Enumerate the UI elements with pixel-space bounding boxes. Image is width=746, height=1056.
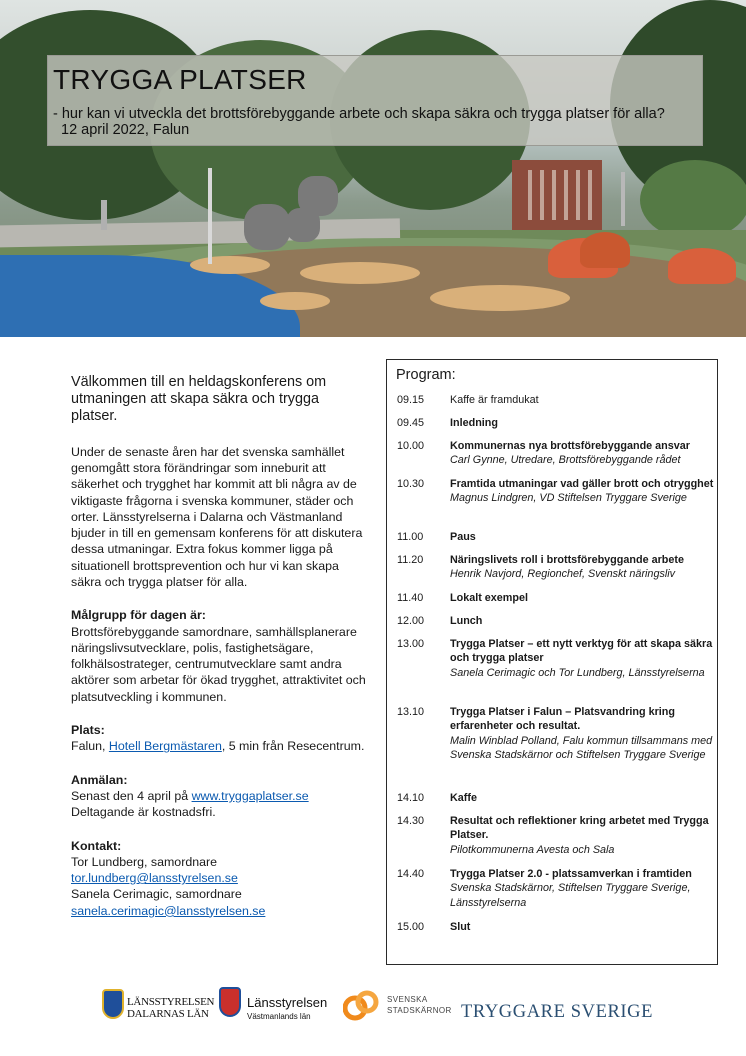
place-text [71, 738, 369, 754]
logo-lansstyrelsen-vastmanland [219, 983, 329, 1027]
signup-prefix: Senast den 4 april på [71, 788, 192, 803]
program-time: 10.00 [397, 440, 425, 452]
program-speaker: Carl Gynne, Utredare, Brottsförebyggande rådet [450, 454, 681, 467]
signup-note: Deltagande är kostnadsfri. [71, 805, 216, 820]
program-body [450, 393, 715, 407]
logo-svenska-stadskarnor [343, 988, 455, 1028]
program-title-text: Inledning [450, 417, 498, 429]
program-body [450, 920, 715, 934]
photo-spot [190, 256, 270, 274]
crest-icon [219, 987, 241, 1017]
program-time: 09.15 [397, 394, 425, 406]
program-body [450, 416, 715, 430]
event-date: 12 april 2022, Falun [61, 122, 190, 138]
program-body [450, 637, 715, 680]
place-suffix: , 5 min från Resecentrum. [221, 739, 365, 754]
photo-tree [640, 160, 746, 240]
program-time: 11.00 [397, 531, 424, 543]
logo-stadskarnor-line1: SVENSKA [387, 995, 428, 1004]
page-subtitle: - hur kan vi utveckla det brottsförebyggande arbete och skapa säkra och trygga platser för alla? [53, 106, 665, 122]
program-body [450, 867, 715, 910]
target-text: Brottsförebyggande samordnare, samhällsplanerare näringslivsutvecklare, polis, fastighetsägare, folkhälsostrateger, centrumutvecklare samt andra aktörer som arbetar för ökad trygghet, attraktivitet och platsutveckling i kommunen. [71, 624, 366, 704]
program-title-text: Kaffe är framdukat [450, 394, 539, 406]
photo-spot [260, 292, 330, 310]
photo-spot [430, 285, 570, 311]
place-heading: Plats: [71, 723, 105, 738]
place-prefix: Falun, [71, 739, 109, 754]
program-title-text: Trygga Platser – ett nytt verktyg för att skapa säkra och trygga platser [450, 638, 713, 665]
photo-pole [621, 172, 625, 226]
logo-dalarna-line2: DALARNAS LÄN [127, 1008, 209, 1020]
program-speaker: Pilotkommunerna Avesta och Sala [450, 843, 615, 856]
stadskarnor-icon [343, 988, 379, 1024]
program-body [450, 814, 715, 857]
program-title-text: Lunch [450, 615, 483, 627]
photo-slide [580, 232, 630, 268]
program-time: 15.00 [397, 921, 425, 933]
place-section [71, 722, 369, 755]
program-time: 10.30 [397, 478, 425, 490]
photo-slide [668, 248, 736, 284]
photo-pole [101, 200, 107, 230]
crest-icon [102, 989, 124, 1019]
program-time: 09.45 [397, 417, 425, 429]
program-time: 11.40 [397, 592, 424, 604]
intro-lead: Välkommen till en heldagskonferens om utmaningen att skapa säkra och trygga platser. [71, 374, 327, 425]
target-section [71, 607, 369, 705]
program-title-text: Trygga Platser i Falun – Platsvandring kring erfarenheter och resultat. [450, 706, 676, 733]
program-time: 14.40 [397, 868, 425, 880]
intro-body: Under de senaste åren har det svenska samhället genomgått stora förändringar som inneburit att säkerhet och trygghet har kommit att bli några av de viktigaste frågorna i svenska kommuner, städer och orter. Länsstyrelserna i Dalarna och Västmanland bjuder in till en gemensam konferens för att diskutera dessa utmaningar. Extra fokus kommer ligga på situationell brottsprevention och hur vi kan skapa säkra och trygga platser för alla. [71, 444, 363, 589]
left-column [71, 374, 369, 936]
signup-section [71, 772, 369, 821]
logo-dalarna-line1: LÄNSSTYRELSEN [127, 996, 215, 1008]
logo-tryggare-sverige: TRYGGARE SVERIGE [461, 1002, 654, 1022]
program-title-text: Resultat och reflektioner kring arbetet med Trygga Platser. [450, 815, 709, 842]
contact-person-2: Sanela Cerimagic, samordnare [71, 887, 242, 902]
program-body [450, 614, 715, 628]
photo-climbing-dome [286, 208, 320, 242]
program-time: 13.10 [397, 706, 425, 718]
contact-email-2[interactable]: sanela.cerimagic@lansstyrelsen.se [71, 903, 266, 918]
program-speaker: Magnus Lindgren, VD Stiftelsen Tryggare Sverige [450, 492, 687, 505]
signup-link[interactable]: www.tryggaplatser.se [191, 788, 309, 803]
program-speaker: Sanela Cerimagic och Tor Lundberg, Länsstyrelserna [450, 666, 705, 679]
logo-stadskarnor-line2: STADSKÄRNOR [387, 1006, 452, 1015]
program-speaker: Svenska Stadskärnor, Stiftelsen Tryggare Sverige, Länsstyrelserna [450, 882, 691, 909]
program-box [386, 359, 718, 965]
program-speaker: Henrik Navjord, Regionchef, Svenskt näringsliv [450, 568, 676, 581]
photo-spot [300, 262, 420, 284]
program-speaker: Malin Winblad Polland, Falu kommun tillsammans med Svenska Stadskärnor och Stiftelsen Tryggare Sverige [450, 734, 713, 762]
program-time: 13.00 [397, 638, 425, 650]
contact-heading: Kontakt: [71, 838, 122, 853]
target-heading: Målgrupp för dagen är: [71, 608, 206, 623]
program-title-text: Trygga Platser 2.0 - platssamverkan i framtiden [450, 868, 692, 880]
program-title-text: Slut [450, 921, 471, 933]
program-time: 14.10 [397, 792, 425, 804]
hero-photo [0, 0, 746, 337]
program-title-text: Kommunernas nya brottsförebyggande ansvar [450, 440, 690, 452]
program-body [450, 705, 715, 763]
logo-row [0, 980, 746, 1040]
hotel-link[interactable]: Hotell Bergmästaren [108, 739, 222, 754]
program-body [450, 439, 715, 468]
page-title: TRYGGA PLATSER [53, 64, 307, 95]
program-title-text: Paus [450, 531, 476, 543]
signup-heading: Anmälan: [71, 772, 128, 787]
contact-person-1: Tor Lundberg, samordnare [71, 854, 218, 869]
logo-lansstyrelsen-dalarna [102, 985, 232, 1027]
program-body [450, 553, 715, 582]
program-body [450, 530, 715, 544]
photo-climbing-dome [244, 204, 290, 250]
contact-email-1[interactable]: tor.lundberg@lansstyrelsen.se [71, 871, 238, 886]
logo-vastmanland-line1: Länsstyrelsen [247, 995, 328, 1010]
program-title-text: Lokalt exempel [450, 592, 529, 604]
contact-section [71, 838, 369, 919]
program-title-text: Framtida utmaningar vad gäller brott och otrygghet [450, 478, 714, 490]
logo-vastmanland-line2: Västmanlands län [247, 1012, 311, 1021]
program-time: 11.20 [397, 554, 424, 566]
program-body [450, 791, 715, 805]
title-box [47, 55, 703, 146]
signup-text [71, 788, 369, 804]
program-body [450, 477, 715, 506]
program-title-text: Kaffe [450, 792, 477, 804]
photo-pole [208, 168, 212, 264]
program-time: 14.30 [397, 815, 425, 827]
program-title: Program: [396, 367, 456, 383]
program-time: 12.00 [397, 615, 425, 627]
program-body [450, 591, 715, 605]
photo-building [512, 160, 602, 230]
program-title-text: Näringslivets roll i brottsförebyggande arbete [450, 554, 684, 566]
